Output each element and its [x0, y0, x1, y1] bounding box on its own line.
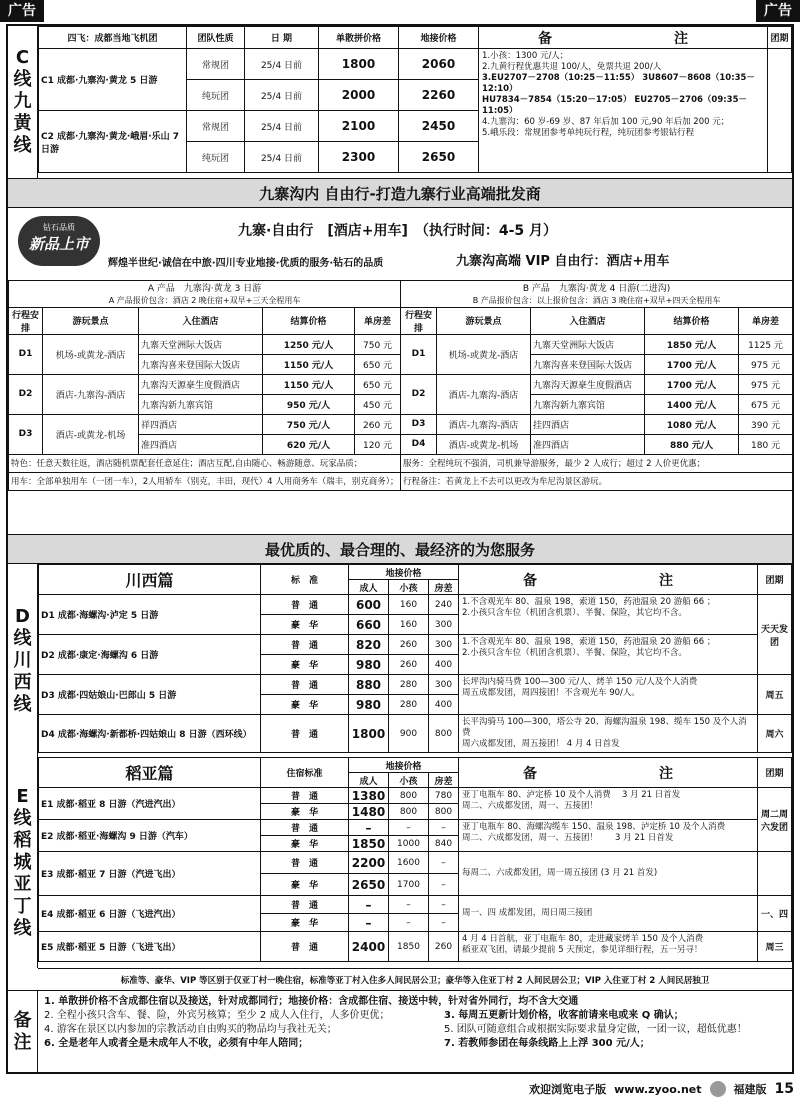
- col-local: 地接价格: [399, 27, 479, 49]
- e-child: –: [389, 914, 429, 932]
- a-spot: 酒店-或黄龙-机场: [43, 414, 139, 454]
- e-child: 1600: [389, 852, 429, 874]
- a-hotel: 九寨沟天源豪生度假酒店: [139, 374, 263, 394]
- e-child: –: [389, 820, 429, 836]
- d-single: 300: [429, 615, 459, 635]
- d-line-label: D 线 川 西 线: [8, 564, 38, 757]
- e-std: 普 通: [261, 932, 349, 962]
- head-day: 行程安排: [401, 307, 437, 334]
- cell-local: 2450: [399, 111, 479, 142]
- e-line-label: E 线 稻 城 亚 丁 线: [8, 757, 38, 968]
- e-child: 800: [389, 804, 429, 820]
- a-diff: 750 元: [355, 334, 401, 354]
- head-diff: 单房差: [355, 307, 401, 334]
- cell-price: 2000: [319, 80, 399, 111]
- d-child: 160: [389, 615, 429, 635]
- a-diff: 260 元: [355, 414, 401, 434]
- b-price: 1850 元/人: [645, 334, 739, 354]
- e-single: –: [429, 914, 459, 932]
- b-diff: 975 元: [739, 374, 793, 394]
- cell-local: 2650: [399, 142, 479, 173]
- d-std: 普 通: [261, 675, 349, 695]
- e-single: 780: [429, 788, 459, 804]
- c-line-table: [38, 26, 792, 173]
- d-child: 260: [389, 635, 429, 655]
- b-price: 1700 元/人: [645, 374, 739, 394]
- d-adult-head: 成人: [349, 580, 389, 595]
- remark-item: 5. 团队可随意组合或根据实际要求量身定做，一团一议，超低优惠！: [444, 1024, 747, 1035]
- new-product-badge: 钻石品质 新品上市: [18, 216, 100, 266]
- a-spot: 酒店-九寨沟-酒店: [43, 374, 139, 414]
- cell-type: 常规团: [187, 49, 245, 80]
- c-line-block: [8, 26, 792, 178]
- a-diff: 650 元: [355, 354, 401, 374]
- remarks-block: [8, 990, 792, 1072]
- d-adult: 980: [349, 695, 389, 715]
- d-period-head: 团期: [758, 565, 792, 595]
- d-child: 900: [389, 715, 429, 753]
- remark-item: 1. 单散拼价格不含成都住宿以及接送，针对成都同行；地接价格：含成都住宿、接送中转，针对省外同行，均不含大交通: [44, 996, 579, 1007]
- d-line-table: [38, 564, 792, 753]
- col-period: 团期: [768, 27, 792, 49]
- product-a-sub: A 产品报价包含：酒店 2 晚住宿+双早+三天全程用车: [9, 294, 401, 307]
- d-std: 普 通: [261, 715, 349, 753]
- e-adult: –: [349, 914, 389, 932]
- d-std: 普 通: [261, 635, 349, 655]
- e-single: 800: [429, 804, 459, 820]
- a-price: 950 元/人: [263, 394, 355, 414]
- promo-title: 九寨·自由行 [酒店+用车] （执行时间：4-5 月）: [238, 223, 558, 239]
- d-line-table-wrap: [38, 564, 792, 753]
- d-single: 400: [429, 695, 459, 715]
- b-diff: 390 元: [739, 414, 793, 434]
- d-std-head: 标 准: [261, 565, 349, 595]
- e-single: –: [429, 852, 459, 874]
- route-d3: D3 成都·四姑娘山·巴郎山 5 日游: [39, 675, 261, 715]
- a-hotel: 九寨沟新九寨宾馆: [139, 394, 263, 414]
- route-note-text: 行程备注：若黄龙上不去可以更改为牟尼沟景区游玩。: [401, 472, 793, 490]
- e-std: 豪 华: [261, 914, 349, 932]
- ad-corner-left: 广告: [0, 0, 44, 22]
- price-sheet: [6, 24, 794, 1074]
- car-text: 用车：全部单独用车（一团一车），2人用轿车（别克，丰田，现代）4 人用商务车（瑞丰，别克商务）；: [9, 472, 401, 490]
- d-child: 280: [389, 675, 429, 695]
- head-hotel: 入住酒店: [531, 307, 645, 334]
- head-price: 结算价格: [263, 307, 355, 334]
- cell-type: 纯玩团: [187, 80, 245, 111]
- b-hotel: 九寨沟喜来登国际大饭店: [531, 354, 645, 374]
- ad-corner-right: 广告: [756, 0, 800, 22]
- head-diff: 单房差: [739, 307, 793, 334]
- e3-note: 每周二、六成都发团，周一周五接团 (3 月 21 首发): [459, 852, 758, 896]
- d-std: 普 通: [261, 595, 349, 615]
- a-diff: 650 元: [355, 374, 401, 394]
- col-type: 团队性质: [187, 27, 245, 49]
- b-day: D1: [401, 334, 437, 374]
- e-adult-head: 成人: [349, 773, 389, 788]
- b-diff: 975 元: [739, 354, 793, 374]
- b-hotel: 九寨沟新九寨宾馆: [531, 394, 645, 414]
- head-price: 结算价格: [645, 307, 739, 334]
- cell-date: 25/4 日前: [245, 80, 319, 111]
- head-day: 行程安排: [9, 307, 43, 334]
- d-adult: 980: [349, 655, 389, 675]
- route-e2: E2 成都·稻亚·海螺沟 9 日游（汽车）: [39, 820, 261, 852]
- free-travel-block: [8, 280, 792, 516]
- remark-item: 3. 每周五更新计划价格，收客前请来电或来 Q 确认；: [444, 1010, 684, 1021]
- e-adult: –: [349, 896, 389, 914]
- d-adult: 660: [349, 615, 389, 635]
- d-std: 豪 华: [261, 615, 349, 635]
- b-price: 1080 元/人: [645, 414, 739, 434]
- e-std: 普 通: [261, 852, 349, 874]
- e-child: 1700: [389, 874, 429, 896]
- a-diff: 450 元: [355, 394, 401, 414]
- e-single: –: [429, 896, 459, 914]
- e4-note: 周一、四 成都发团，周日周三接团: [459, 896, 758, 932]
- feature-text: 特色：任意天数往返，酒店随机票配套任意延住；酒店互配,自由随心、畅游随意、玩家品质；: [9, 454, 401, 472]
- e-local-head: 地接价格: [349, 758, 459, 773]
- d-adult: 880: [349, 675, 389, 695]
- page-number: 15: [774, 1081, 794, 1097]
- cell-date: 25/4 日前: [245, 49, 319, 80]
- e-single: –: [429, 874, 459, 896]
- b-day: D4: [401, 434, 437, 454]
- a-hotel: 九寨沟喜来登国际大饭店: [139, 354, 263, 374]
- e-single: 260: [429, 932, 459, 962]
- col-price: 单散拼价格: [319, 27, 399, 49]
- route-d1: D1 成都·海螺沟·泸定 5 日游: [39, 595, 261, 635]
- e-std-note: 标准等、豪华、VIP 等区别于仅亚丁村一晚住宿，标准等亚丁村入住多人间民居公卫；豪华等入住亚丁村 2 人间民居公卫；VIP 入住亚丁村 2 人间民居独卫: [38, 968, 792, 990]
- product-b-sub: B 产品报价包含：以上报价包含：酒店 3 晚住宿+双早+四天全程用车: [401, 294, 793, 307]
- b-day: D3: [401, 414, 437, 434]
- a-price: 1250 元/人: [263, 334, 355, 354]
- d-child: 280: [389, 695, 429, 715]
- b-price: 880 元/人: [645, 434, 739, 454]
- cell-local: 2260: [399, 80, 479, 111]
- a-price: 1150 元/人: [263, 354, 355, 374]
- e-line-table-wrap: [38, 757, 792, 962]
- e2-note: 亚丁电瓶车 80、海螺沟缆车 150、温泉 198、泸定桥 10 及个人消费 周二、六成都发团，周一、五接团！ 3 月 21 日首发: [459, 820, 758, 852]
- promo-slogan: 辉煌半世纪·诚信在中旅·四川专业地接·优质的服务·钻石的品质: [108, 258, 384, 269]
- b-hotel: 准四酒店: [531, 434, 645, 454]
- d1-note: 1.不含观光车 80、温泉 198，索道 150，药池温泉 20 游船 66 ； 2.小孩只含车位（机团含机票）、半餐、保险，其它均不含。: [459, 595, 758, 635]
- e-child: 1000: [389, 836, 429, 852]
- e-adult: –: [349, 820, 389, 836]
- remark-item: 4. 游客在景区以内参加的宗教活动自由购买的物品均与我社无关；: [44, 1024, 337, 1035]
- d-remark-head: 备 注: [459, 565, 758, 595]
- page-footer: [6, 1078, 794, 1100]
- free-travel-table: [8, 280, 793, 491]
- cell-date: 25/4 日前: [245, 142, 319, 173]
- b-diff: 180 元: [739, 434, 793, 454]
- promo-block: [8, 208, 792, 280]
- b-price: 1400 元/人: [645, 394, 739, 414]
- e-single-head: 房差: [429, 773, 459, 788]
- e-single: 840: [429, 836, 459, 852]
- e-std: 普 通: [261, 896, 349, 914]
- a-day: D1: [9, 334, 43, 374]
- route-e3: E3 成都·稻亚 7 日游（汽进飞出）: [39, 852, 261, 896]
- a-spot: 机场-或黄龙-酒店: [43, 334, 139, 374]
- a-price: 750 元/人: [263, 414, 355, 434]
- e-std: 普 通: [261, 820, 349, 836]
- cell-price: 1800: [319, 49, 399, 80]
- b-diff: 1125 元: [739, 334, 793, 354]
- col-route: 四飞：成都当地飞机团: [39, 27, 187, 49]
- logo-icon: [710, 1081, 726, 1097]
- product-b-title: B 产品 九寨沟·黄龙 4 日游(二进沟): [401, 281, 793, 295]
- d-child-head: 小孩: [389, 580, 429, 595]
- e-std: 普 通: [261, 788, 349, 804]
- remark-item: 2. 全程小孩只含车、餐、险，外宾另核算；至少 2 成人入住行，人多价更优；: [44, 1010, 390, 1021]
- d4-note: 长平沟骑马 100—300，塔公寺 20、海螺沟温泉 198、缆车 150 及个人消费 周六成都发团，周五接团！ 4 月 4 日首发: [459, 715, 758, 753]
- d-adult: 1800: [349, 715, 389, 753]
- cell-date: 25/4 日前: [245, 111, 319, 142]
- e-line-block: [8, 757, 792, 990]
- e-std: 豪 华: [261, 874, 349, 896]
- e3-period: [758, 852, 792, 896]
- b-spot: 酒店-或黄龙-机场: [437, 434, 531, 454]
- d-local-head: 地接价格: [349, 565, 459, 580]
- remarks-label: 备 注: [8, 991, 38, 1072]
- route-c2: C2 成都·九寨沟·黄龙·峨眉·乐山 7 日游: [39, 111, 187, 173]
- promo-vip: 九寨沟高端 VIP 自由行：酒店+用车: [456, 254, 670, 269]
- cell-price: 2300: [319, 142, 399, 173]
- d-adult: 820: [349, 635, 389, 655]
- e-period-wed: 周三: [758, 932, 792, 962]
- footer-edition: 福建版: [733, 1083, 767, 1096]
- b-hotel: 九寨沟天源豪生度假酒店: [531, 374, 645, 394]
- e-line-table: [38, 757, 792, 962]
- remark-item: 6. 全是老年人或者全是未成年人不收，必须有中年人陪同；: [44, 1038, 309, 1049]
- e-std-head: 住宿标准: [261, 758, 349, 788]
- d-child: 260: [389, 655, 429, 675]
- b-hotel: 九寨天堂洲际大饭店: [531, 334, 645, 354]
- cell-type: 纯玩团: [187, 142, 245, 173]
- e-adult: 1850: [349, 836, 389, 852]
- route-d2: D2 成都·康定·海螺沟 6 日游: [39, 635, 261, 675]
- b-price: 1700 元/人: [645, 354, 739, 374]
- d-single: 240: [429, 595, 459, 615]
- a-diff: 120 元: [355, 434, 401, 454]
- footer-site-link[interactable]: www.zyoo.net: [614, 1082, 702, 1096]
- c-line-period: [768, 49, 792, 173]
- cell-price: 2100: [319, 111, 399, 142]
- a-hotel: 九寨天堂洲际大饭店: [139, 334, 263, 354]
- e-single: –: [429, 820, 459, 836]
- cell-type: 常规团: [187, 111, 245, 142]
- a-hotel: 准四酒店: [139, 434, 263, 454]
- head-spot: 游玩景点: [437, 307, 531, 334]
- d-period-daily: 天天发团: [758, 595, 792, 675]
- e-section-title: 稻亚篇: [39, 758, 261, 788]
- a-hotel: 祥四酒店: [139, 414, 263, 434]
- head-hotel: 入住酒店: [139, 307, 263, 334]
- e-child: 1850: [389, 932, 429, 962]
- d-child: 160: [389, 595, 429, 615]
- d-std: 豪 华: [261, 655, 349, 675]
- cell-local: 2060: [399, 49, 479, 80]
- c-line-label: C 线 九 黄 线: [8, 26, 38, 178]
- col-remark: 备 注: [479, 27, 768, 49]
- head-spot: 游玩景点: [43, 307, 139, 334]
- route-d4: D4 成都·海螺沟·新都桥·四姑娘山 8 日游（西环线）: [39, 715, 261, 753]
- e-child: –: [389, 896, 429, 914]
- product-a-title: A 产品 九寨沟·黄龙 3 日游: [9, 281, 401, 295]
- remarks-list: [44, 995, 786, 1051]
- e-period-head: 团期: [758, 758, 792, 788]
- a-price: 620 元/人: [263, 434, 355, 454]
- route-c1: C1 成都·九寨沟·黄龙 5 日游: [39, 49, 187, 111]
- d-single: 400: [429, 655, 459, 675]
- a-day: D3: [9, 414, 43, 454]
- e-adult: 2200: [349, 852, 389, 874]
- b-spot: 机场-或黄龙-酒店: [437, 334, 531, 374]
- d-single: 300: [429, 635, 459, 655]
- d-period-sat: 周六: [758, 715, 792, 753]
- e-period-mon-thu: 一、四: [758, 896, 792, 932]
- e-child-head: 小孩: [389, 773, 429, 788]
- d2-note: 1.不含观光车 80、温泉 198，索道 150，药池温泉 20 游船 66 ； 2.小孩只含车位（机团含机票）、半餐、保险，其它均不含。: [459, 635, 758, 675]
- d-single: 300: [429, 675, 459, 695]
- footer-welcome: 欢迎浏览电子版: [529, 1083, 607, 1096]
- e-adult: 2400: [349, 932, 389, 962]
- e-child: 800: [389, 788, 429, 804]
- d-single: 800: [429, 715, 459, 753]
- e-std: 豪 华: [261, 836, 349, 852]
- b-diff: 675 元: [739, 394, 793, 414]
- d-adult: 600: [349, 595, 389, 615]
- d-line-block: [8, 564, 792, 757]
- e-adult: 2650: [349, 874, 389, 896]
- banner-service: 最优质的、最合理的、最经济的为您服务: [8, 534, 792, 564]
- c-line-table-wrap: [38, 26, 792, 173]
- route-e4: E4 成都·稻亚 6 日游（飞进汽出）: [39, 896, 261, 932]
- e-period-tue-sat: 周二周六发团: [758, 788, 792, 852]
- service-text: 服务：全程纯玩不强消，司机兼导游服务，最少 2 人成行；超过 2 人价更优惠；: [401, 454, 793, 472]
- e-adult: 1480: [349, 804, 389, 820]
- d3-note: 长坪沟内骑马费 100—300 元/人、烤羊 150 元/人及个人消费 周五成都发团，周四接团！不含观光车 90/人。: [459, 675, 758, 715]
- route-e5: E5 成都·稻亚 5 日游（飞进飞出）: [39, 932, 261, 962]
- remark-item: 7. 若教师参团在每条线路上上浮 300 元/人；: [444, 1038, 650, 1049]
- e1-note: 亚丁电瓶车 80、泸定桥 10 及个人消费 3 月 21 日首发 周二、六成都发团，周一、五接团！: [459, 788, 758, 820]
- d-section-title: 川西篇: [39, 565, 261, 595]
- e-std: 豪 华: [261, 804, 349, 820]
- c-line-notes: 1.小孩：1300 元/人； 2.九黄行程优惠共退 100/人，免票共退 200/人 3.EU2707－2708（10:25－11:55） 3U8607－8608（10:35－12:10） HU7834－7854（15:20－17:05） EU2705－2706（09:35－11:05） 4.九寨沟：60 岁-69 岁、87 年后加 100 元,90 年后加 200 元； 5.峨乐段：常规团参考单纯玩行程，纯玩团参考银钻行程: [479, 49, 768, 173]
- d-single-head: 房差: [429, 580, 459, 595]
- d-period-fri: 周五: [758, 675, 792, 715]
- b-hotel: 挂四酒店: [531, 414, 645, 434]
- a-price: 1150 元/人: [263, 374, 355, 394]
- b-day: D2: [401, 374, 437, 414]
- route-e1: E1 成都·稻亚 8 日游（汽进汽出）: [39, 788, 261, 820]
- a-day: D2: [9, 374, 43, 414]
- e-adult: 1380: [349, 788, 389, 804]
- e5-note: 4 月 4 日首航，亚丁电瓶车 80，走进藏家烤羊 150 及个人消费 稻亚双飞团，请最少提前 5 天预定，参见详细行程，五一另寻！: [459, 932, 758, 962]
- col-date: 日 期: [245, 27, 319, 49]
- e-remark-head: 备 注: [459, 758, 758, 788]
- banner-jiuzhai: 九寨沟内 自由行-打造九寨行业高端批发商: [8, 178, 792, 208]
- b-spot: 酒店-九寨沟-酒店: [437, 374, 531, 414]
- d-std: 豪 华: [261, 695, 349, 715]
- b-spot: 酒店-九寨沟-酒店: [437, 414, 531, 434]
